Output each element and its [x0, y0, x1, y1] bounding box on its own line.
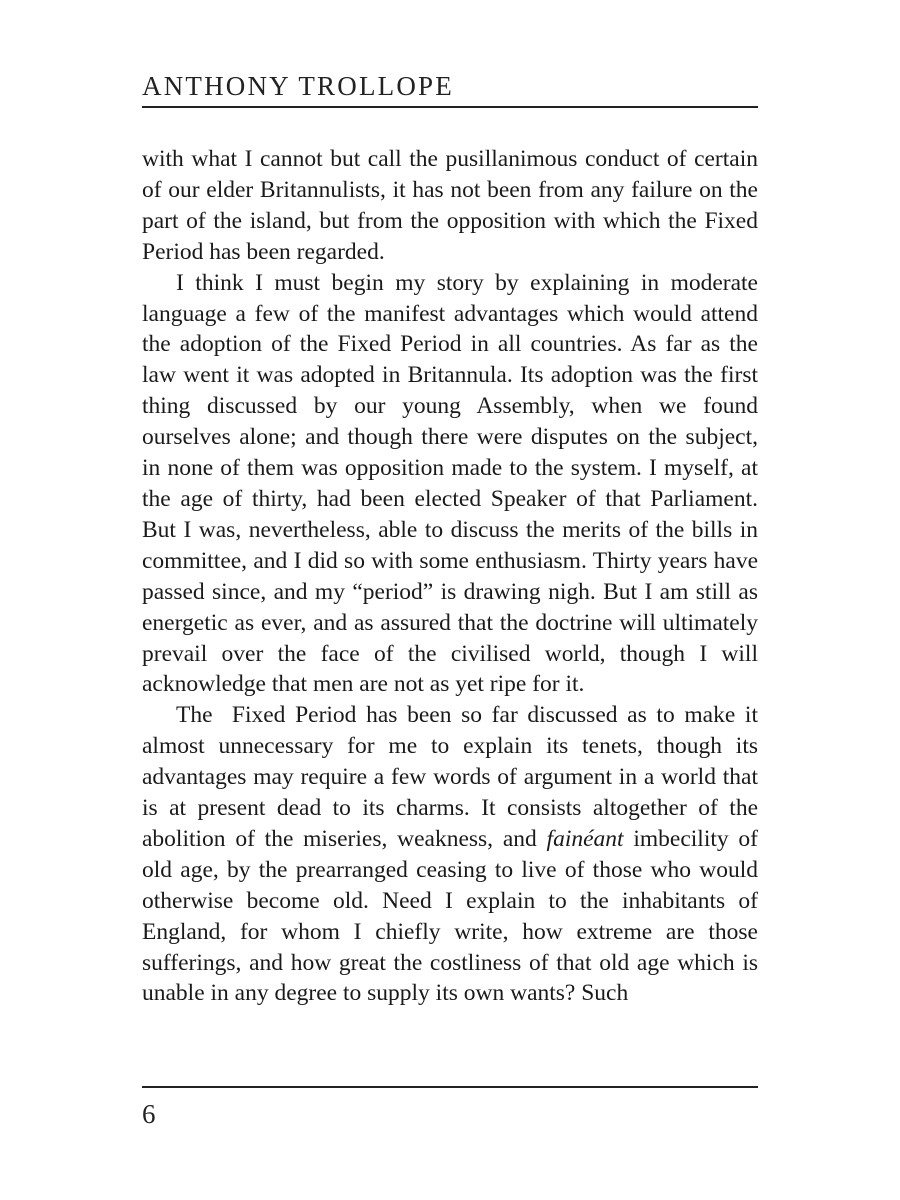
- paragraph-3-part-2: imbecility of old age, by the prearranged ceasing to live of those who would otherwise become old. Need I explain to the inhabitants of England, for whom I chiefly write, how extreme are those sufferings, and how great the costliness of that old age which is unable in any degree to supply its own wants? Such: [142, 825, 758, 1007]
- page-body: [142, 144, 758, 1009]
- paragraph-3: [142, 700, 758, 1009]
- page-number: 6: [142, 1099, 156, 1129]
- running-title: ANTHONY TROLLOPE: [142, 71, 454, 101]
- header-rule: [142, 106, 758, 108]
- paragraph-2: I think I must begin my story by explaining in moderate language a few of the manifest advantages which would attend the adoption of the Fixed Period in all countries. As far as the law went it was adopted in Britannula. Its adoption was the first thing discussed by our young Assembly, when we found ourselves alone; and though there were disputes on the subject, in none of them was opposition made to the system. I myself, at the age of thirty, had been elected Speaker of that Parliament. But I was, nevertheless, able to discuss the merits of the bills in committee, and I did so with some enthusiasm. Thirty years have passed since, and my “period” is drawing nigh. But I am still as energetic as ever, and as assured that the doctrine will ultimately prevail over the face of the civilised world, though I will acknowledge that men are not as yet ripe for it.: [142, 269, 758, 698]
- paragraph-1: with what I cannot but call the pusillanimous conduct of certain of our elder Britannulists, it has not been from any failure on the part of the island, but from the opposition with which the Fixed Period has been regarded.: [142, 146, 758, 265]
- running-header: [142, 70, 758, 102]
- italic-term: fainéant: [546, 825, 624, 852]
- paragraph-3-part-1: The Fixed Period has been so far discussed as to make it almost unnecessary for me to explain its tenets, though its advantages may require a few words of argument in a world that is at present dead to its charms. It consists altogether of the abolition of the miseries, weakness, and: [142, 702, 758, 852]
- footer-rule: [142, 1086, 758, 1088]
